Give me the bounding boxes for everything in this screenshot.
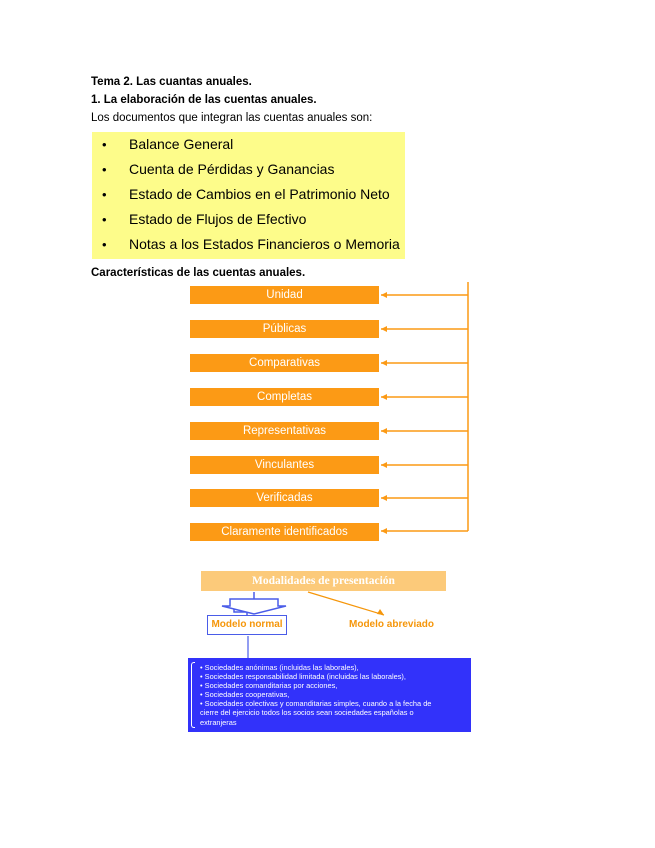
arrow-head-icon <box>381 394 387 400</box>
bullet-icon: • <box>102 162 107 177</box>
abreviado-connector <box>308 592 384 615</box>
document-label: Estado de Flujos de Efectivo <box>129 211 307 227</box>
section-title: 1. La elaboración de las cuentas anuales. <box>91 94 317 106</box>
characteristic-box: Vinculantes <box>190 456 379 474</box>
characteristics-heading: Características de las cuentas anuales. <box>91 267 306 279</box>
document-label: Cuenta de Pérdidas y Ganancias <box>129 161 335 177</box>
bullet-icon: • <box>102 237 107 252</box>
list-item: cierre del ejercicio todos los socios sean sociedades españolas o <box>200 708 414 718</box>
down-arrow-icon <box>222 599 286 614</box>
modalidades-title: Modalidades de presentación <box>201 571 446 591</box>
modelo-normal-list-box <box>188 658 471 732</box>
characteristic-box: Comparativas <box>190 354 379 372</box>
document-label: Estado de Cambios en el Patrimonio Neto <box>129 186 390 202</box>
list-item: • Sociedades colectivas y comanditarias simples, cuando a la fecha de <box>200 699 432 709</box>
intro-text: Los documentos que integran las cuentas anuales son: <box>91 112 373 124</box>
characteristic-box: Completas <box>190 388 379 406</box>
modelo-abreviado-label: Modelo abreviado <box>349 619 435 630</box>
arrow-head-icon <box>381 292 387 298</box>
arrow-head-icon <box>381 528 387 534</box>
document-label: Balance General <box>129 136 234 152</box>
characteristic-box: Unidad <box>190 286 379 304</box>
document-label: Notas a los Estados Financieros o Memoria <box>129 236 400 252</box>
characteristic-box: Públicas <box>190 320 379 338</box>
arrow-head-icon <box>377 609 384 615</box>
characteristic-box: Claramente identificados <box>190 523 379 541</box>
arrow-head-icon <box>381 326 387 332</box>
list-item: • Sociedades anónimas (incluidas las laborales), <box>200 663 359 672</box>
characteristic-box: Representativas <box>190 422 379 440</box>
list-item: • Sociedades responsabilidad limitada (incluidas las laborales), <box>200 672 406 682</box>
bullet-icon: • <box>102 187 107 202</box>
list-item: • Sociedades cooperativas, <box>200 690 290 700</box>
brace-icon <box>191 662 195 728</box>
bullet-icon: • <box>102 137 107 152</box>
list-item: extranjeras <box>200 717 237 727</box>
tema-title: Tema 2. Las cuantas anuales. <box>91 76 252 88</box>
bullet-icon: • <box>102 212 107 227</box>
modelo-normal-label: Modelo normal <box>207 615 287 635</box>
characteristic-box: Verificadas <box>190 489 379 507</box>
arrow-head-icon <box>381 428 387 434</box>
arrow-head-icon <box>381 360 387 366</box>
list-item: • Sociedades comanditarias por acciones, <box>200 681 338 691</box>
arrow-head-icon <box>381 495 387 501</box>
arrow-head-icon <box>381 462 387 468</box>
